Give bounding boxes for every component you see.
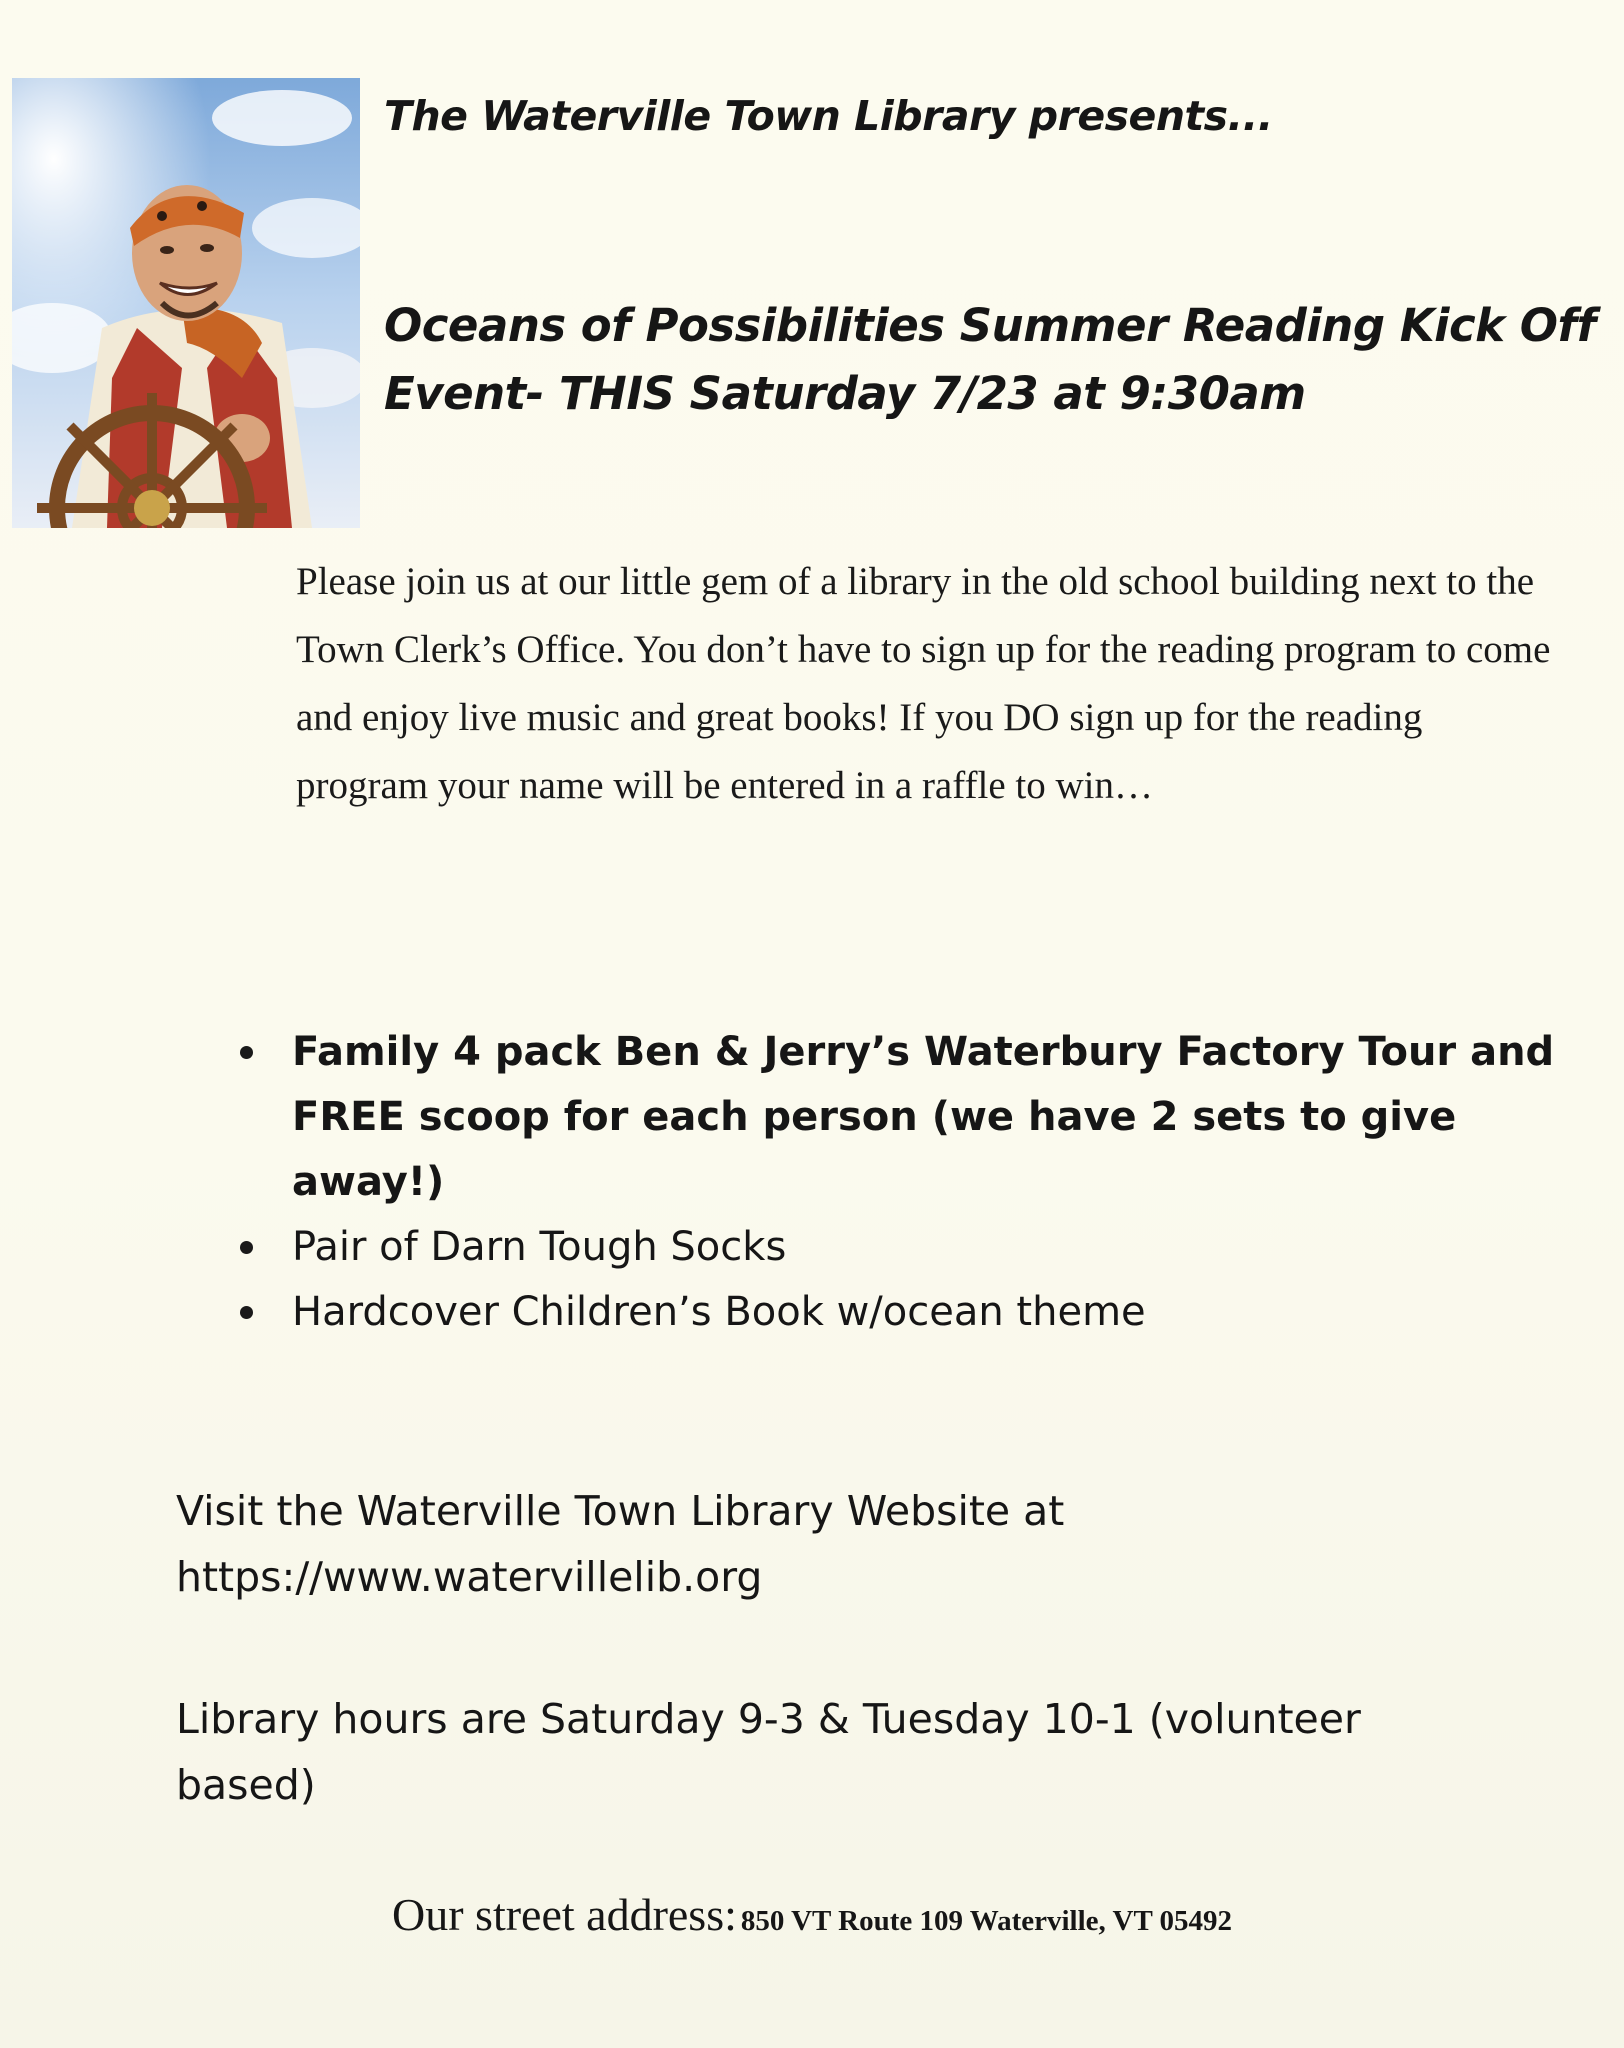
prize-item-ben-jerrys: Family 4 pack Ben & Jerry’s Waterbury Factory Tour and FREE scoop for each person (we have 2 sets to give away!) bbox=[238, 1020, 1558, 1215]
website-info bbox=[176, 1478, 1476, 1610]
prize-list bbox=[238, 1020, 1558, 1345]
pirate-photo-illustration bbox=[12, 78, 360, 528]
address-label: Our street address: bbox=[392, 1889, 737, 1940]
address-value: 850 VT Route 109 Waterville, VT 05492 bbox=[740, 1905, 1233, 1937]
website-url: https://www.watervillelib.org bbox=[176, 1553, 763, 1601]
event-title bbox=[384, 292, 1604, 428]
event-title-line-2: Event- THIS Saturday 7/23 at 9:30am bbox=[384, 367, 1306, 420]
website-intro-text: Visit the Waterville Town Library Website at bbox=[176, 1487, 1065, 1535]
prize-item-socks: Pair of Darn Tough Socks bbox=[238, 1215, 1558, 1280]
pirate-performer-photo bbox=[12, 78, 360, 528]
prize-item-book: Hardcover Children’s Book w/ocean theme bbox=[238, 1280, 1558, 1345]
intro-paragraph: Please join us at our little gem of a library in the old school building next to the Town Clerk’s Office. You don’t have to sign up for the reading program to come and enjoy live music and great books! If you DO sign up for the reading program your name will be entered in a raffle to win… bbox=[296, 560, 1551, 807]
event-title-line-1: Oceans of Possibilities Summer Reading Kick Off bbox=[384, 299, 1596, 352]
street-address bbox=[392, 1888, 1492, 1941]
library-hours: Library hours are Saturday 9-3 & Tuesday 10-1 (volunteer based) bbox=[176, 1695, 1361, 1809]
presents-heading: The Waterville Town Library presents... bbox=[384, 92, 1273, 140]
